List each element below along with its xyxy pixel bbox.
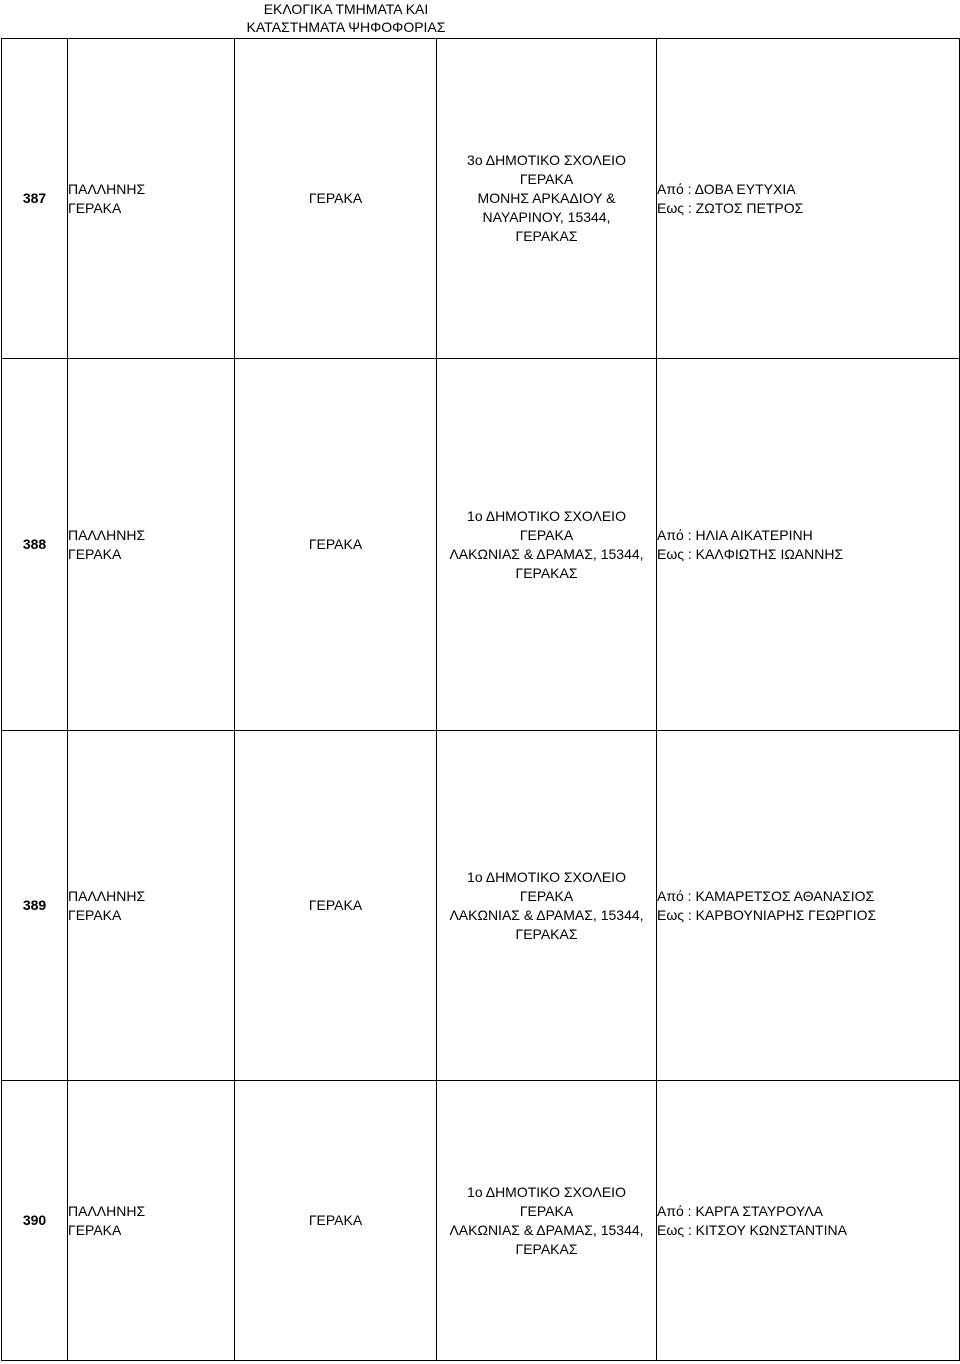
voter-range-cell (657, 359, 960, 731)
municipality-line: ΠΑΛΛΗΝΗΣ (68, 887, 146, 904)
table-row (2, 39, 960, 359)
voter-range-cell (657, 731, 960, 1081)
municipality-line: ΠΑΛΛΗΝΗΣ (68, 1202, 146, 1219)
range-to: Εως : ΚΑΛΦΙΩΤΗΣ ΙΩΑΝΝΗΣ (657, 545, 844, 562)
school-line: ΓΕΡΑΚΑ (519, 171, 574, 187)
school-line: ΓΕΡΑΚΑ (519, 1202, 574, 1219)
school-line: ΓΕΡΑΚΑΣ (515, 925, 578, 942)
municipality-cell (68, 1081, 235, 1361)
school-line: ΛΑΚΩΝΙΑΣ & ΔΡΑΜΑΣ, 15344, (449, 545, 644, 562)
area-cell: ΓΕΡΑΚΑ (235, 1081, 437, 1361)
municipality-line: ΠΑΛΛΗΝΗΣ (68, 180, 146, 197)
school-cell (437, 359, 657, 731)
section-number: 389 (2, 731, 68, 1081)
range-from: Από : ΚΑΡΓΑ ΣΤΑΥΡΟΥΛΑ (657, 1202, 823, 1219)
municipality-line: ΓΕΡΑΚΑ (68, 1221, 122, 1238)
school-line: 1ο ΔΗΜΟΤΙΚΟ ΣΧΟΛΕΙΟ (467, 1183, 626, 1200)
school-cell (437, 1081, 657, 1361)
table-row (2, 1081, 960, 1361)
section-number: 388 (2, 359, 68, 731)
municipality-line: ΓΕΡΑΚΑ (68, 545, 122, 562)
range-to: Εως : ΚΑΡΒΟΥΝΙΑΡΗΣ ΓΕΩΡΓΙΟΣ (657, 906, 877, 923)
voter-range-cell (657, 1081, 960, 1361)
school-cell (437, 39, 657, 359)
range-to: Εως : ΖΩΤΟΣ ΠΕΤΡΟΣ (657, 199, 804, 216)
municipality-cell (68, 359, 235, 731)
municipality-cell (68, 39, 235, 359)
school-line: 3ο ΔΗΜΟΤΙΚΟ ΣΧΟΛΕΙΟ (467, 152, 626, 168)
table-row (2, 359, 960, 731)
school-line: ΜΟΝΗΣ ΑΡΚΑΔΙΟΥ & (477, 190, 616, 206)
school-line: 1ο ΔΗΜΟΤΙΚΟ ΣΧΟΛΕΙΟ (467, 507, 626, 524)
polling-stations-table (1, 38, 960, 1361)
range-from: Από : ΔΟΒΑ ΕΥΤΥΧΙΑ (657, 180, 796, 197)
school-line: 1ο ΔΗΜΟΤΙΚΟ ΣΧΟΛΕΙΟ (467, 868, 626, 885)
municipality-line: ΓΕΡΑΚΑ (68, 199, 122, 216)
school-line: ΓΕΡΑΚΑ (519, 526, 574, 543)
school-line: ΛΑΚΩΝΙΑΣ & ΔΡΑΜΑΣ, 15344, (449, 1221, 644, 1238)
table-row (2, 731, 960, 1081)
municipality-line: ΠΑΛΛΗΝΗΣ (68, 526, 146, 543)
school-line: ΓΕΡΑΚΑΣ (515, 228, 578, 244)
school-line: ΓΕΡΑΚΑ (519, 887, 574, 904)
school-line: ΓΕΡΑΚΑΣ (515, 564, 578, 581)
municipality-line: ΓΕΡΑΚΑ (68, 906, 122, 923)
area-cell: ΓΕΡΑΚΑ (235, 359, 437, 731)
range-from: Από : ΚΑΜΑΡΕΤΣΟΣ ΑΘΑΝΑΣΙΟΣ (657, 887, 875, 904)
area-cell: ΓΕΡΑΚΑ (235, 39, 437, 359)
header-line-1: ΕΚΛΟΓΙΚΑ ΤΜΗΜΑΤΑ ΚΑΙ (263, 1, 429, 17)
section-number: 390 (2, 1081, 68, 1361)
header-line-2: ΚΑΤΑΣΤΗΜΑΤΑ ΨΗΦΟΦΟΡΙΑΣ (246, 19, 446, 35)
school-line: ΓΕΡΑΚΑΣ (515, 1240, 578, 1257)
range-from: Από : ΗΛΙΑ ΑΙΚΑΤΕΡΙΝΗ (657, 526, 813, 543)
municipality-cell (68, 731, 235, 1081)
range-to: Εως : ΚΙΤΣΟΥ ΚΩΝΣΤΑΝΤΙΝΑ (657, 1221, 847, 1238)
school-line: ΛΑΚΩΝΙΑΣ & ΔΡΑΜΑΣ, 15344, (449, 906, 644, 923)
voter-range-cell (657, 39, 960, 359)
section-number: 387 (2, 39, 68, 359)
area-cell: ΓΕΡΑΚΑ (235, 731, 437, 1081)
school-line: ΝΑΥΑΡΙΝΟΥ, 15344, (482, 209, 611, 225)
document-header (236, 0, 456, 36)
school-cell (437, 731, 657, 1081)
